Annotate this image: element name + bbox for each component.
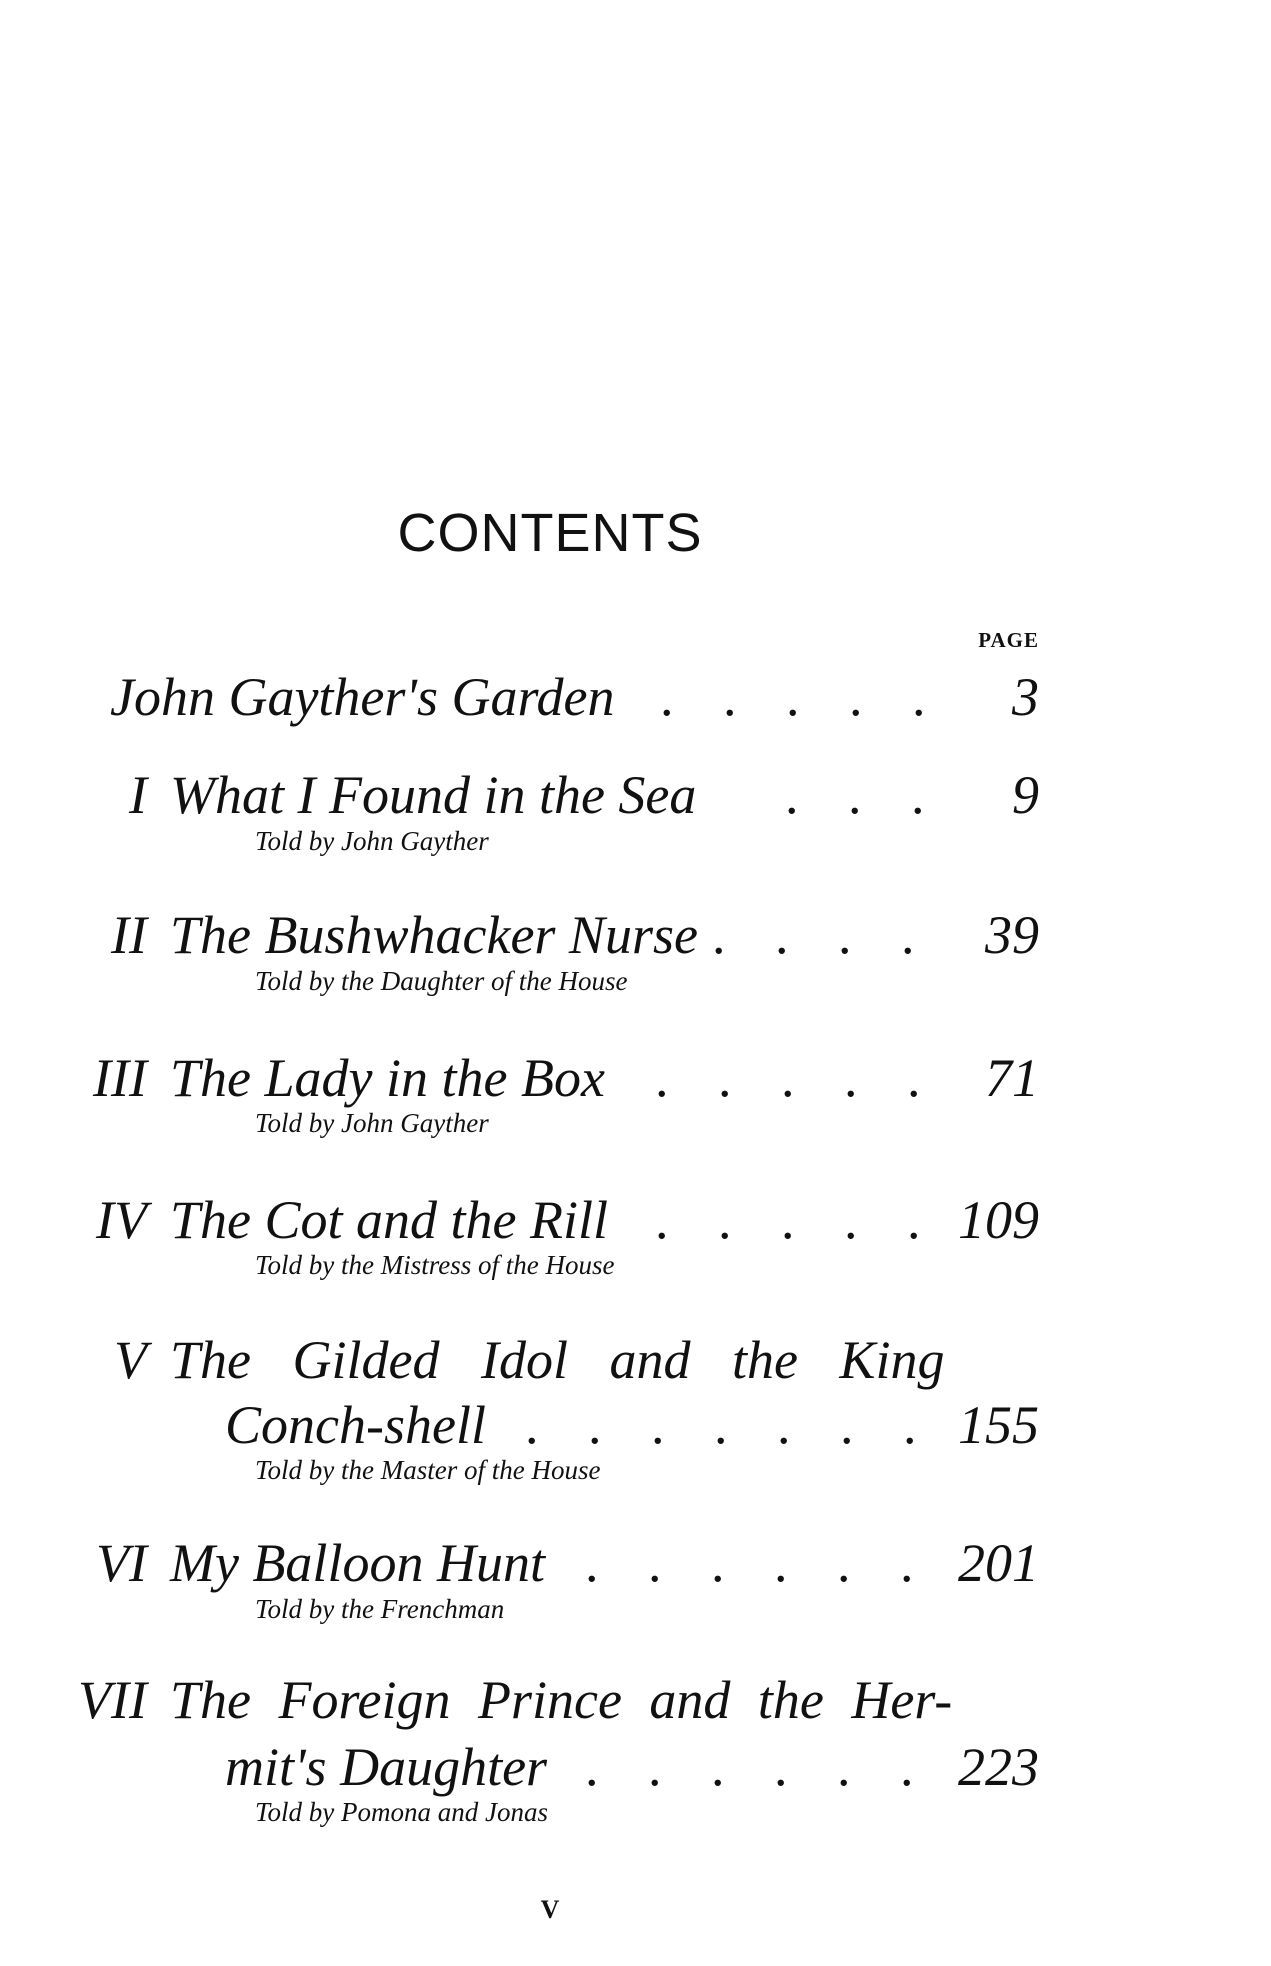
chapter-numeral: IV — [96, 1190, 147, 1250]
entry-page-number: 39 — [985, 905, 1039, 965]
entry-page-number: 109 — [958, 1190, 1039, 1250]
entry-narrator: Told by the Mistress of the House — [255, 1250, 615, 1280]
toc-entry-continuation[interactable] — [0, 1390, 1271, 1460]
entry-title: The Bushwhacker Nurse — [170, 905, 698, 965]
toc-entry-continuation[interactable] — [0, 1732, 1271, 1802]
page-column-header: PAGE — [978, 628, 1039, 652]
entry-page-number: 223 — [958, 1737, 1039, 1797]
dot-leader: . . . . . . — [585, 1533, 932, 1593]
toc-entry[interactable] — [0, 1325, 1271, 1395]
entry-narrator: Told by John Gayther — [255, 826, 489, 856]
entry-page-number: 155 — [958, 1395, 1039, 1455]
entry-title: My Balloon Hunt — [170, 1533, 545, 1593]
dot-leader: . . . . . — [660, 667, 944, 727]
chapter-numeral: VI — [96, 1533, 147, 1593]
page-folio: V — [540, 1895, 560, 1924]
dot-leader: . . . . — [712, 905, 933, 965]
toc-entry[interactable] — [0, 900, 1271, 970]
entry-narrator: Told by the Master of the House — [255, 1455, 601, 1485]
chapter-numeral: II — [111, 905, 147, 965]
toc-entry[interactable] — [0, 1528, 1271, 1598]
toc-entry[interactable] — [0, 1665, 1271, 1735]
entry-narrator: Told by the Frenchman — [255, 1594, 505, 1624]
entry-page-number: 201 — [958, 1533, 1039, 1593]
dot-leader: . . . — [785, 765, 943, 825]
dot-leader: . . . . . . . — [525, 1395, 935, 1455]
entry-narrator: Told by Pomona and Jonas — [255, 1797, 549, 1827]
chapter-numeral: V — [114, 1330, 147, 1390]
entry-narrator: Told by the Daughter of the House — [255, 966, 628, 996]
page-title: CONTENTS — [397, 503, 703, 563]
toc-entry[interactable] — [0, 760, 1271, 830]
entry-title: John Gayther's Garden — [110, 667, 615, 727]
entry-page-number: 9 — [1012, 765, 1039, 825]
toc-entry[interactable] — [0, 1043, 1271, 1113]
entry-page-number: 3 — [1012, 667, 1039, 727]
dot-leader: . . . . . — [655, 1190, 939, 1250]
entry-page-number: 71 — [985, 1048, 1039, 1108]
chapter-numeral: VII — [78, 1670, 147, 1730]
entry-title: What I Found in the Sea — [170, 765, 697, 825]
entry-narrator: Told by John Gayther — [255, 1108, 489, 1138]
chapter-numeral: I — [129, 765, 147, 825]
entry-title: The Foreign Prince and the Her- — [170, 1670, 953, 1730]
entry-title: The Lady in the Box — [170, 1048, 605, 1108]
entry-title-continuation: Conch-shell — [225, 1395, 486, 1455]
dot-leader: . . . . . — [655, 1048, 939, 1108]
entry-title-continuation: mit's Daughter — [225, 1737, 548, 1797]
toc-entry[interactable] — [0, 1185, 1271, 1255]
entry-title: The Gilded Idol and the King — [170, 1330, 945, 1390]
dot-leader: . . . . . . — [585, 1737, 932, 1797]
entry-title: The Cot and the Rill — [170, 1190, 608, 1250]
chapter-numeral: III — [93, 1048, 147, 1108]
toc-entry[interactable] — [0, 662, 1271, 732]
